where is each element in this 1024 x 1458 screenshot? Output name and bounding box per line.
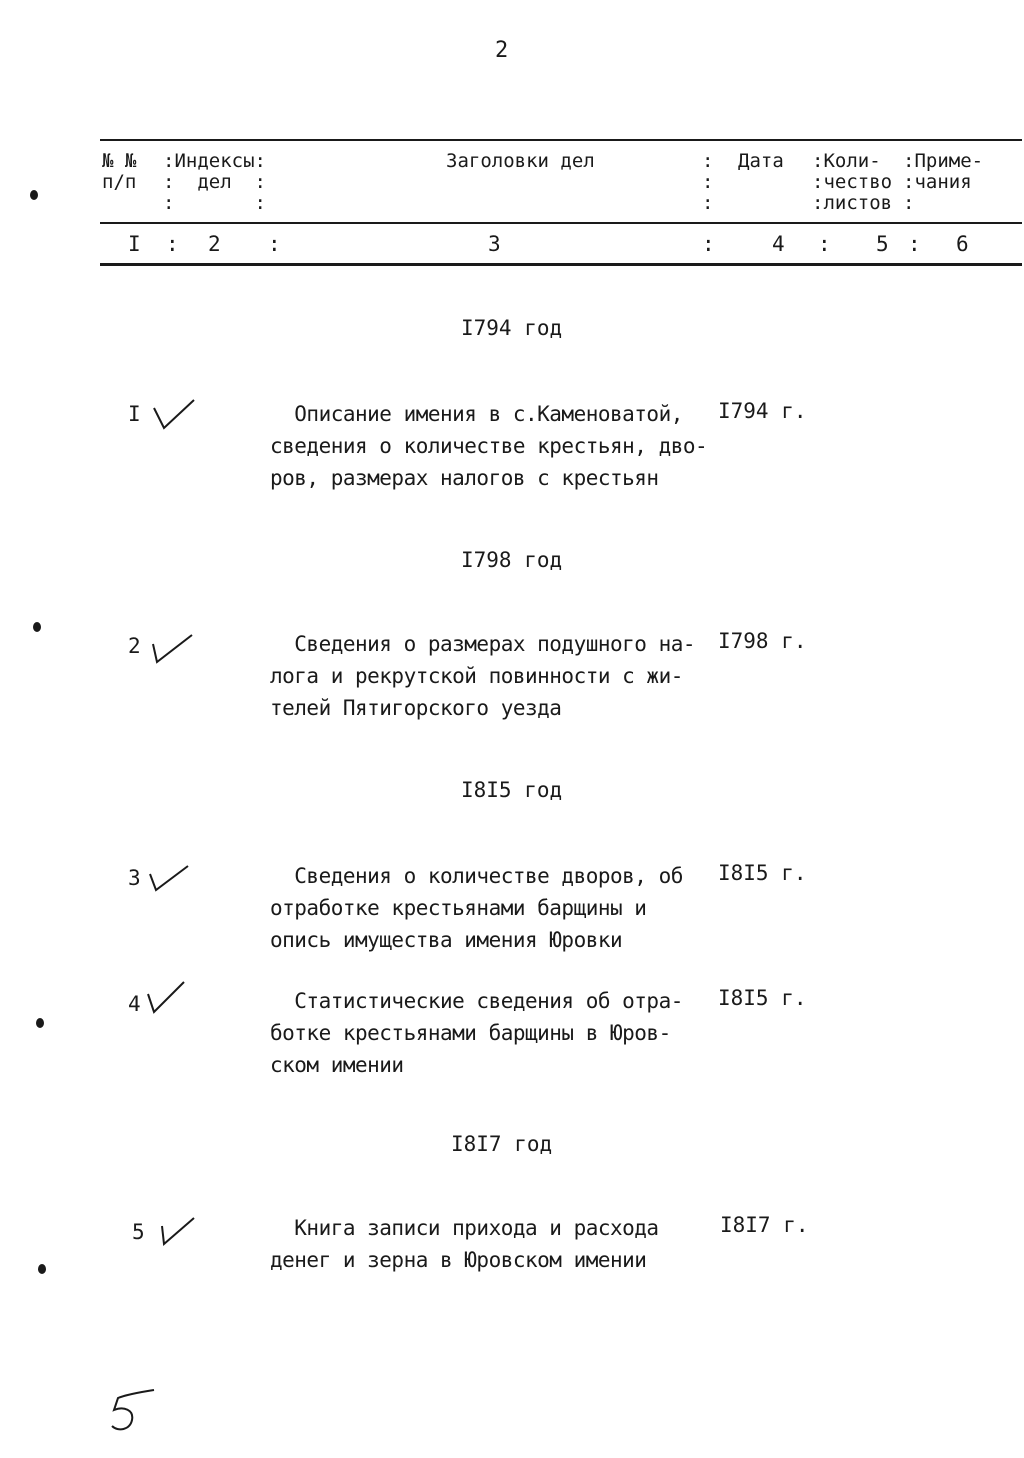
column-separator: : — [908, 232, 921, 256]
page-number: 2 — [495, 38, 509, 63]
checkmark-icon — [144, 980, 192, 1016]
header-col-sheets: :Коли- :чество :листов — [812, 150, 893, 214]
column-number-1: I — [128, 232, 141, 256]
margin-dot — [30, 190, 38, 200]
column-separator: : — [702, 232, 715, 256]
entry-title: Сведения о размерах подушного на- лога и рекрутской повинности с жи- телей Пятигорского уезда — [270, 632, 696, 720]
year-heading: I8I5 год — [461, 778, 563, 802]
checkmark-icon — [156, 1214, 200, 1248]
header-col-notes: :Приме- :чания : — [903, 150, 984, 214]
checkmark-icon — [146, 862, 194, 896]
entry-date: I8I7 г. — [720, 1213, 809, 1237]
entry-date: I798 г. — [718, 629, 807, 653]
entry-date: I794 г. — [718, 399, 807, 423]
year-heading: I798 год — [461, 548, 563, 572]
checkmark-icon — [148, 632, 196, 666]
column-number-6: 6 — [956, 232, 969, 256]
entry-title: Статистические сведения об отра- ботке крестьянами барщины в Юров- ском имении — [270, 989, 683, 1077]
column-number-3: 3 — [488, 232, 501, 256]
header-mid-rule — [100, 222, 1022, 224]
column-separator: : — [166, 232, 179, 256]
entry-date: I8I5 г. — [718, 861, 807, 885]
entry-number: 2 — [128, 634, 141, 658]
header-col-index: :Индексы: : дел : : : — [163, 150, 266, 214]
entry-title: Сведения о количестве дворов, об отработке крестьянами барщины и опись имущества имения Юровки — [270, 864, 683, 952]
margin-dot — [38, 1264, 46, 1274]
entry-title: Описание имения в с.Каменоватой, сведения о количестве крестьян, дво- ров, размерах налогов с крестьян — [270, 402, 708, 490]
entry-number: 5 — [132, 1220, 145, 1244]
year-heading: I794 год — [461, 316, 563, 340]
header-col-titles: Заголовки дел — [446, 150, 595, 172]
entry-title: Книга записи прихода и расхода денег и зерна в Юровском имении — [270, 1216, 659, 1272]
header-bottom-rule — [100, 263, 1022, 266]
column-separator: : — [818, 232, 831, 256]
entry-number: I — [128, 402, 141, 426]
header-col-number: № № п/п — [102, 150, 137, 193]
margin-dot — [33, 622, 41, 632]
column-separator: : — [268, 232, 281, 256]
column-number-4: 4 — [772, 232, 785, 256]
header-top-rule — [100, 139, 1022, 141]
year-heading: I8I7 год — [451, 1132, 553, 1156]
checkmark-icon — [150, 398, 198, 432]
column-number-5: 5 — [876, 232, 889, 256]
margin-dot — [36, 1018, 44, 1028]
entry-number: 4 — [128, 992, 141, 1016]
header-col-date: Дата — [738, 150, 784, 172]
entry-date: I8I5 г. — [718, 986, 807, 1010]
column-number-2: 2 — [208, 232, 221, 256]
entry-number: 3 — [128, 866, 141, 890]
handwritten-page-mark — [104, 1386, 160, 1438]
header-col-separator: : : : — [702, 150, 714, 214]
